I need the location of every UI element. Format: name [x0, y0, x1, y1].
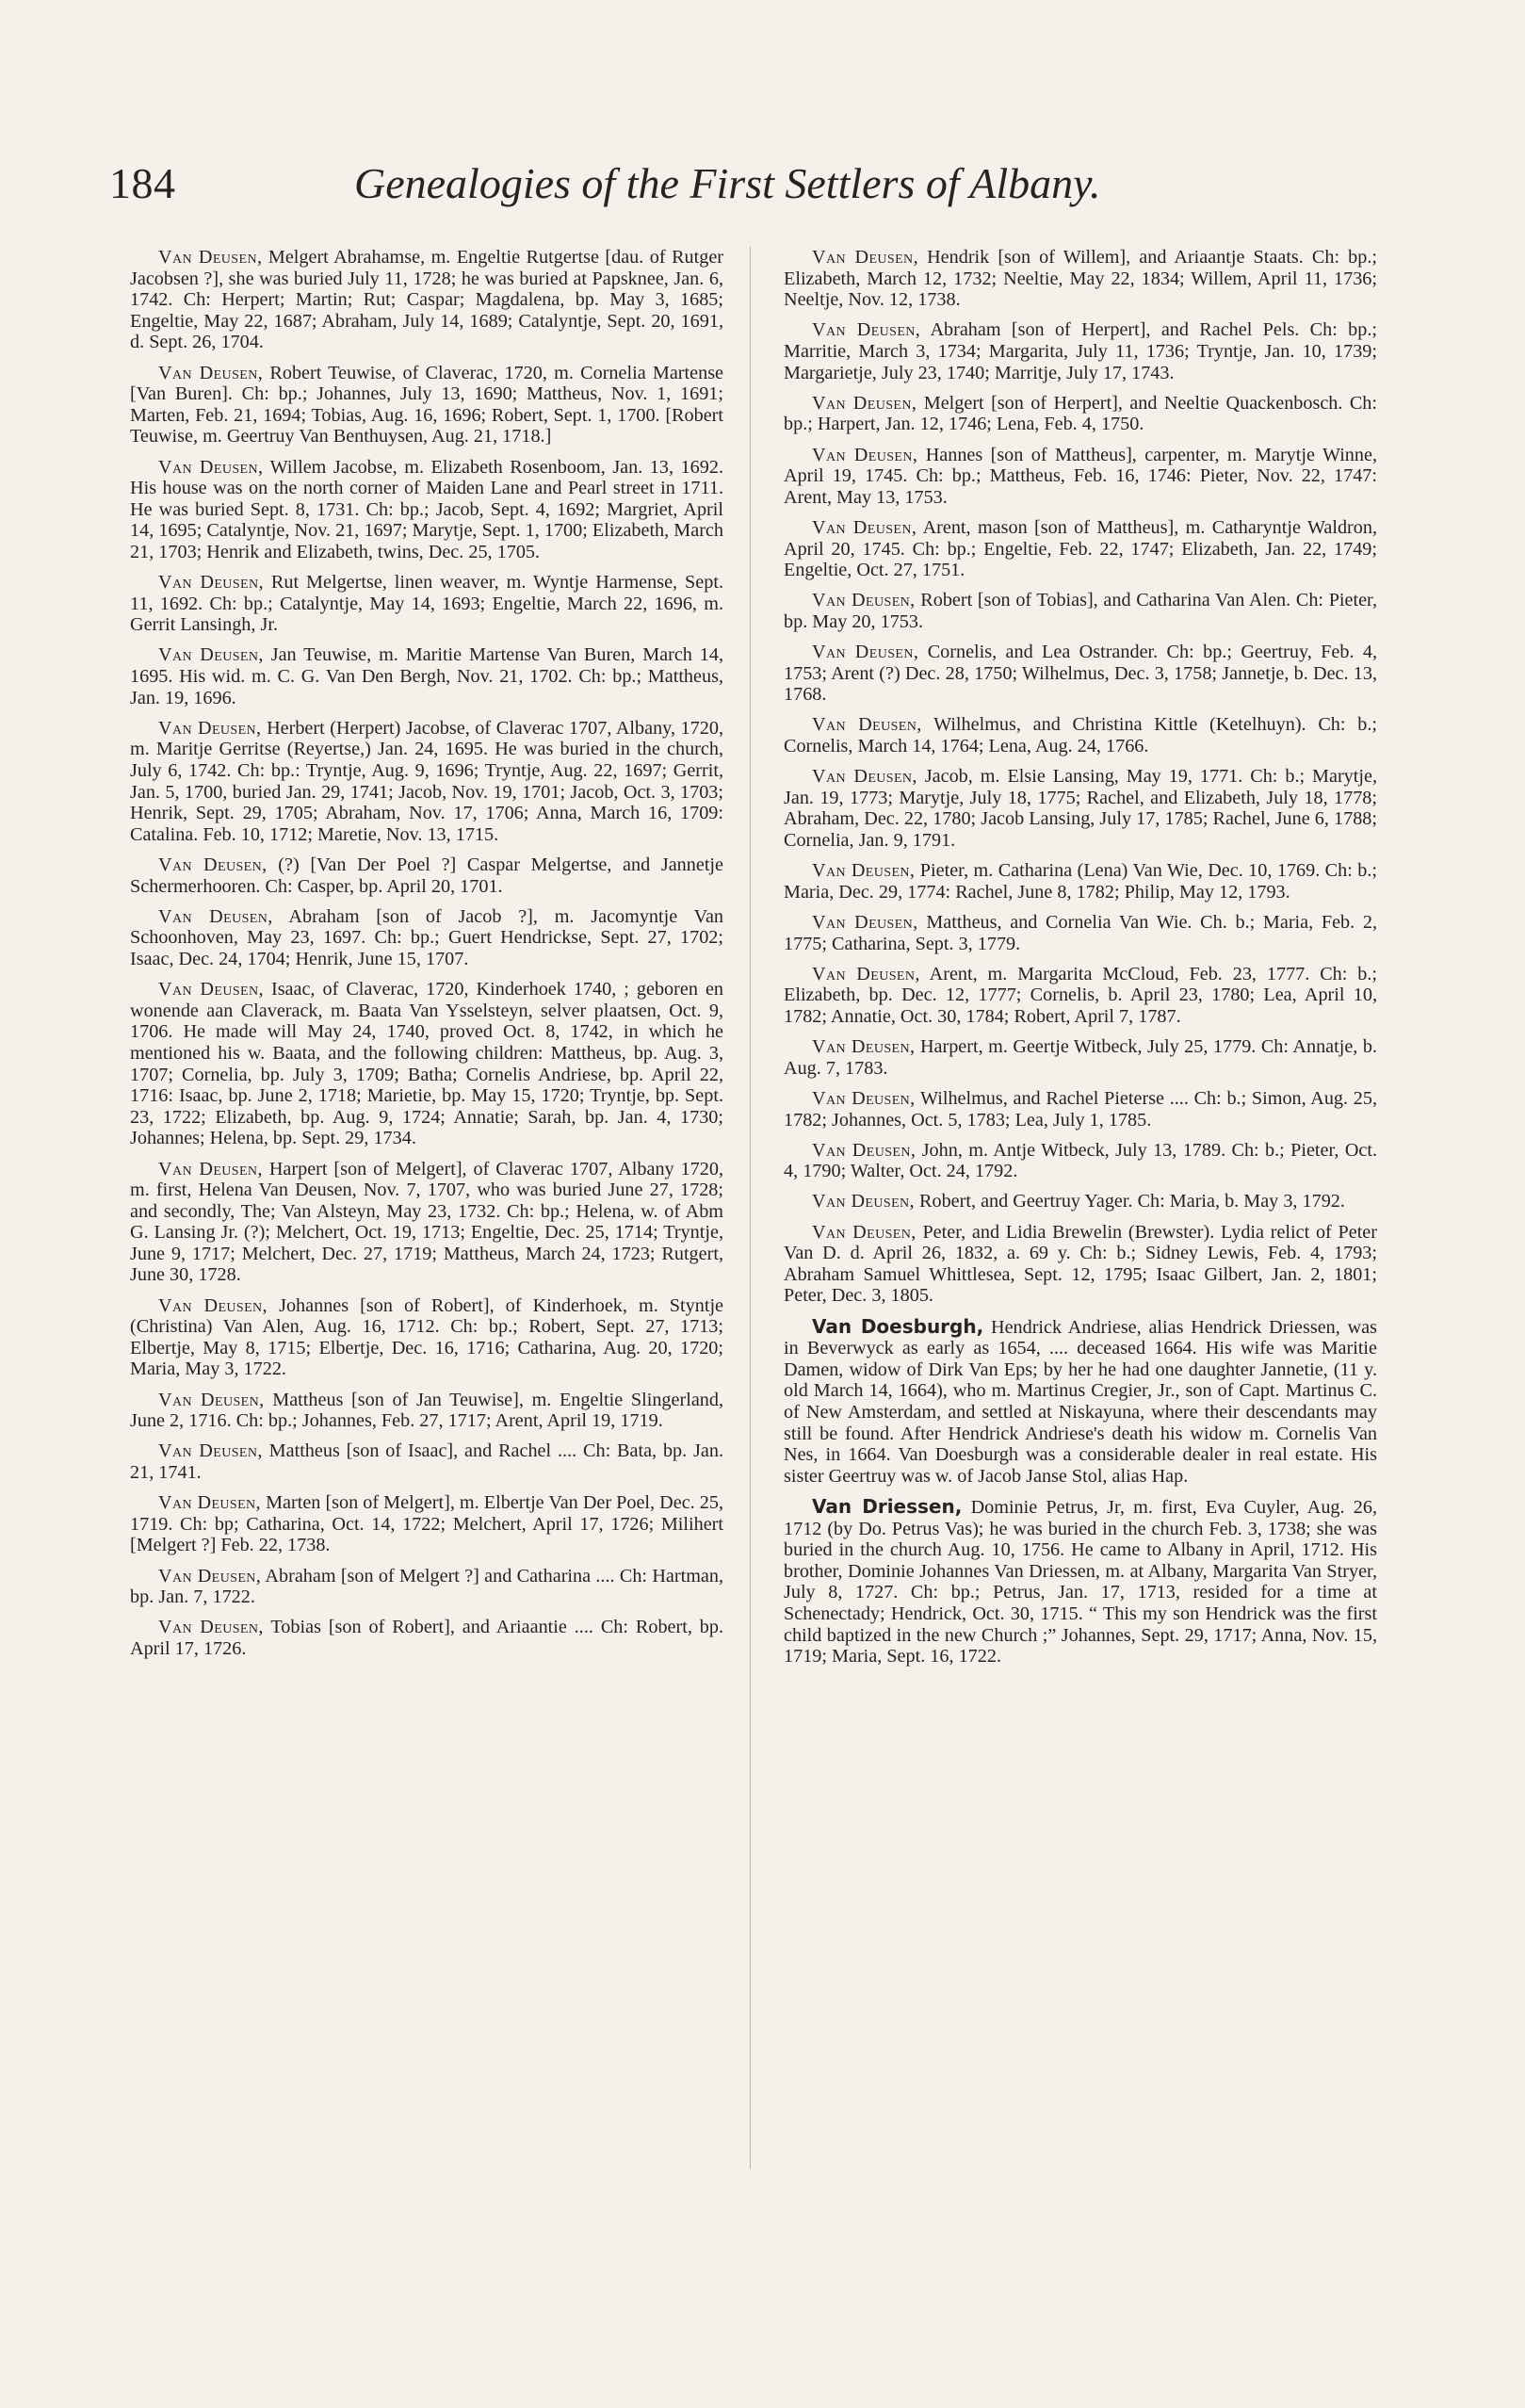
genealogy-entry [130, 1390, 723, 1432]
entry-text: Mattheus, and Cornelia Van Wie. Ch. b.; Maria, Feb. 2, 1775; Catharina, Sept. 3, 1779. [784, 911, 1378, 954]
genealogy-entry [130, 1617, 723, 1659]
entry-text: Tobias [son of Robert], and Ariaantie .... Ch: Robert, bp. April 17, 1726. [130, 1617, 724, 1659]
genealogy-entry [784, 393, 1377, 435]
entry-text: Abraham [son of Herpert], and Rachel Pels. Ch: bp.; Marritie, March 3, 1734; Margarita, July 11, 1736; Tryntje, Jan. 10, 1739; Margarietje, July 23, 1740; Marritje, July 17, 1743. [784, 319, 1377, 383]
entry-surname: Van Deusen, [812, 1139, 917, 1161]
entry-surname: Van Deusen, [812, 590, 916, 611]
entry-text: Hendrik [son of Willem], and Ariaantje Staats. Ch: bp.; Elizabeth, March 12, 1732; Neeltie, May 22, 1834; Willem, April 11, 1736; Neeltje, Nov. 12, 1738. [784, 247, 1377, 311]
entry-surname: Van Deusen, [158, 247, 263, 268]
entry-surname: Van Deusen, [812, 444, 918, 465]
entry-surname: Van Deusen, [158, 1617, 264, 1638]
entry-surname: Van Deusen, [812, 392, 917, 414]
entry-text: Arent, mason [son of Mattheus], m. Catharyntje Waldron, April 20, 1745. Ch: bp.; Engeltie, Feb. 22, 1747; Elizabeth, Jan. 22, 1749; Engeltie, Oct. 27, 1751. [784, 516, 1377, 581]
entry-surname: Van Deusen, [158, 1440, 263, 1462]
genealogy-entry [130, 1566, 723, 1608]
entry-text: Hendrick Andriese, alias Hendrick Driessen, was in Beverwyck as early as 1654, .... deceased 1664. His wife was Maritie Damen, widow of Dirk Van Eps; by her he had one daughter Jannetie, (11 y. old March 14, 1664), who m. Martinus Cregier, Jr., son of Capt. Martinus C. of New Amsterdam, and settled at Niskayuna, where their descendants may still be found. After Hendrick Andriese's death his widow m. Cornelis Van Nes, in 1664. Van Doesburgh was a considerable dealer in real estate. His sister Geertruy was w. of Jacob Janse Stol, alias Hap. [784, 1316, 1377, 1487]
entry-text: Johannes [son of Robert], of Kinderhoek, m. Styntje (Christina) Van Alen, Aug. 16, 1712. Ch: bp.; Robert, Sept. 27, 1713; Elbertje, May 8, 1715; Elbertje, Dec. 16, 1716; Catharina, Aug. 20, 1720; Maria, May 3, 1722. [130, 1294, 724, 1380]
genealogy-entry [784, 1036, 1377, 1079]
entry-surname: Van Deusen, [812, 1191, 915, 1212]
entry-text: Robert Teuwise, of Claverac, 1720, m. Cornelia Martense [Van Buren]. Ch: bp.; Johannes, July 13, 1690; Mattheus, Nov. 1, 1691; Marten, Feb. 21, 1694; Tobias, Aug. 16, 1696; Robert, Sept. 1, 1700. [Robert Teuwise, m. Geertruy Van Benthuysen, Aug. 21, 1718.] [130, 362, 724, 447]
genealogy-entry [784, 642, 1377, 706]
genealogy-entry [130, 572, 723, 636]
entry-text: Wilhelmus, and Rachel Pieterse .... Ch: b.; Simon, Aug. 25, 1782; Johannes, Oct. 5, 1783; Lea, July 1, 1785. [784, 1087, 1378, 1131]
genealogy-entry [130, 906, 723, 970]
running-title: Genealogies of the First Settlers of Albany. [354, 159, 1101, 207]
entry-text: Dominie Petrus, Jr, m. first, Eva Cuyler, Aug. 26, 1712 (by Do. Petrus Vas); he was buried in the church Feb. 3, 1738; she was buried in the church Aug. 10, 1756. He came to Albany in April, 1712. His brother, Dominie Johannes Van Driessen, m. at Albany, Margarita Van Stryer, July 8, 1727. Ch: bp.; Petrus, Jan. 17, 1713, resided for a time at Schenectady; Hendrick, Oct. 30, 1715. “ This my son Hendrick was the first child baptized in the new Church ;” Johannes, Sept. 29, 1717; Anna, Nov. 15, 1719; Maria, Sept. 16, 1722. [784, 1496, 1378, 1668]
genealogy-entry [784, 1140, 1377, 1182]
genealogy-entry [784, 1088, 1377, 1131]
entry-surname: Van Deusen, [812, 1087, 916, 1109]
entry-text: Wilhelmus, and Christina Kittle (Ketelhuyn). Ch: b.; Cornelis, March 14, 1764; Lena, Aug. 24, 1766. [784, 714, 1378, 757]
genealogy-entry [784, 517, 1377, 581]
entry-text: Harpert, m. Geertje Witbeck, July 25, 1779. Ch: Annatje, b. Aug. 7, 1783. [784, 1036, 1377, 1079]
entry-text: Pieter, m. Catharina (Lena) Van Wie, Dec. 10, 1769. Ch: b.; Maria, Dec. 29, 1774: Rachel, June 8, 1782; Philip, May 12, 1793. [784, 860, 1378, 903]
entry-text: John, m. Antje Witbeck, July 13, 1789. Ch: b.; Pieter, Oct. 4, 1790; Walter, Oct. 24, 1792. [784, 1139, 1378, 1182]
entry-surname: Van Deusen, [812, 319, 921, 341]
entry-text: Herbert (Herpert) Jacobse, of Claverac 1707, Albany, 1720, m. Maritje Gerritse (Reyertse,) Jan. 24, 1695. He was buried in the church, July 6, 1742. Ch: bp.: Tryntje, Aug. 9, 1696; Tryntje, Aug. 22, 1697; Gerrit, Jan. 5, 1700, buried Jan. 29, 1741; Jacob, Nov. 19, 1701; Jacob, Oct. 3, 1703; Henrik, Sept. 29, 1705; Abraham, Nov. 17, 1706; Anna, March 16, 1709: Catalina. Feb. 10, 1712; Maretie, Nov. 13, 1715. [130, 717, 723, 845]
entry-text: Peter, and Lidia Brewelin (Brewster). Lydia relict of Peter Van D. d. April 26, 1832, a. 69 y. Ch: b.; Sidney Lewis, Feb. 4, 1793; Abraham Samuel Whittlesea, Sept. 12, 1795; Isaac Gilbert, Jan. 2, 1801; Peter, Dec. 3, 1805. [784, 1221, 1377, 1307]
entry-text: Arent, m. Margarita McCloud, Feb. 23, 1777. Ch: b.; Elizabeth, bp. Dec. 12, 1777; Cornelis, b. April 23, 1780; Lea, April 10, 1782; Annatie, Oct. 30, 1784; Robert, April 7, 1787. [784, 963, 1378, 1027]
entry-surname: Van Deusen, [812, 911, 918, 933]
left-column [130, 247, 723, 1668]
genealogy-entry [784, 912, 1377, 954]
entry-surname: Van Deusen, [158, 572, 264, 594]
genealogy-entry [130, 247, 723, 353]
entry-surname: Van Deusen, [158, 1492, 262, 1514]
entry-text: Abraham [son of Jacob ?], m. Jacomyntje Van Schoonhoven, May 23, 1697. Ch: bp.; Guert Hendrickse, Sept. 27, 1702; Isaac, Dec. 24, 1704; Henrik, June 15, 1707. [130, 905, 724, 969]
genealogy-entry [784, 860, 1377, 903]
entry-text: Robert, and Geertruy Yager. Ch: Maria, b. May 3, 1792. [919, 1191, 1345, 1212]
right-column [784, 247, 1377, 1676]
entry-text: Cornelis, and Lea Ostrander. Ch: bp.; Geertruy, Feb. 4, 1753; Arent (?) Dec. 28, 1750; Wilhelmus, Dec. 3, 1758; Jannetje, b. Dec. 13, 1768. [784, 642, 1378, 706]
entry-surname: Van Deusen, [158, 644, 264, 666]
genealogy-entry [130, 1295, 723, 1380]
entry-text: Harpert [son of Melgert], of Claverac 1707, Albany 1720, m. first, Helena Van Deusen, Nov. 7, 1707, who was buried June 27, 1728; and secondly, The; Van Alsteyn, May 23, 1732. Ch: bp.; Helena, w. of Abm G. Lansing Jr. (?); Melchert, Oct. 19, 1713; Engeltie, Dec. 25, 1714; Tryntje, June 9, 1717; Melchert, Dec. 27, 1719; Mattheus, March 24, 1723; Rutgert, June 30, 1728. [130, 1158, 724, 1286]
entry-text: Melgert Abrahamse, m. Engeltie Rutgertse [dau. of Rutger Jacobsen ?], she was buried July 11, 1728; he was buried at Papsknee, Jan. 6, 1742. Ch: Herpert; Martin; Rut; Caspar; Magdalena, bp. May 3, 1685; Engeltie, May 22, 1687; Abraham, July 14, 1689; Catalyntje, Sept. 20, 1691, d. Sept. 26, 1704. [130, 247, 724, 353]
entry-text: Mattheus [son of Jan Teuwise], m. Engeltie Slingerland, June 2, 1716. Ch: bp.; Johannes, Feb. 27, 1717; Arent, April 19, 1719. [130, 1389, 724, 1432]
entry-text: Rut Melgertse, linen weaver, m. Wyntje Harmense, Sept. 11, 1692. Ch: bp.; Catalyntje, May 14, 1693; Engeltie, March 22, 1696, m. Gerrit Lansingh, Jr. [130, 572, 723, 636]
entry-surname: Van Driessen, [812, 1494, 963, 1518]
genealogy-entry [784, 247, 1377, 311]
column-divider [750, 247, 751, 2169]
entry-text: (?) [Van Der Poel ?] Caspar Melgertse, and Jannetje Schermerhooren. Ch: Casper, bp. April 20, 1701. [130, 854, 723, 897]
entry-text: Hannes [son of Mattheus], carpenter, m. Marytje Winne, April 19, 1745. Ch: bp.; Mattheus, Feb. 16, 1746: Pieter, Nov. 22, 1747: Arent, May 13, 1753. [784, 444, 1377, 508]
entry-surname: Van Deusen, [158, 905, 273, 927]
genealogy-entry [130, 363, 723, 447]
entry-text: Jan Teuwise, m. Maritie Martense Van Buren, March 14, 1695. His wid. m. C. G. Van Den Bergh, Nov. 21, 1702. Ch: bp.; Mattheus, Jan. 19, 1696. [130, 644, 724, 708]
entry-surname: Van Deusen, [812, 1036, 916, 1058]
genealogy-entry [130, 979, 723, 1149]
entry-text: Mattheus [son of Isaac], and Rachel .... Ch: Bata, bp. Jan. 21, 1741. [130, 1440, 724, 1483]
page-header [109, 155, 1155, 221]
genealogy-entry [784, 319, 1377, 383]
entry-surname: Van Deusen, [812, 714, 922, 736]
entry-surname: Van Deusen, [158, 979, 264, 1001]
genealogy-entry [784, 445, 1377, 509]
genealogy-entry [784, 1496, 1377, 1668]
entry-surname: Van Deusen, [158, 1565, 262, 1586]
genealogy-entry [784, 590, 1377, 632]
genealogy-entry [130, 1492, 723, 1556]
entry-text: Robert [son of Tobias], and Catharina Van Alen. Ch: Pieter, bp. May 20, 1753. [784, 590, 1378, 632]
entry-surname: Van Deusen, [812, 247, 919, 268]
entry-text: Jacob, m. Elsie Lansing, May 19, 1771. Ch: b.; Marytje, Jan. 19, 1773; Marytje, July 18, 1775; Rachel, and Elizabeth, July 18, 1778; Abraham, Dec. 22, 1780; Jacob Lansing, July 17, 1785; Rachel, June 6, 1788; Cornelia, Jan. 9, 1791. [784, 766, 1377, 851]
entry-surname: Van Deusen, [158, 854, 268, 875]
entry-surname: Van Deusen, [158, 1389, 265, 1410]
entry-text: Willem Jacobse, m. Elizabeth Rosenboom, Jan. 13, 1692. His house was on the north corner of Maiden Lane and Pearl street in 1711. He was buried Sept. 8, 1731. Ch: bp.; Jacob, Sept. 4, 1692; Margriet, April 14, 1695; Catalyntje, Nov. 21, 1697; Marytje, Sept. 1, 1700; Elizabeth, March 21, 1703; Henrik and Elizabeth, twins, Dec. 25, 1705. [130, 456, 723, 562]
entry-surname: Van Deusen, [158, 362, 264, 383]
entry-text: Abraham [son of Melgert ?] and Catharina .... Ch: Hartman, bp. Jan. 7, 1722. [130, 1565, 723, 1608]
genealogy-entry [130, 457, 723, 563]
genealogy-entry [130, 1159, 723, 1287]
page-number: 184 [109, 159, 176, 207]
genealogy-entry [784, 766, 1377, 851]
genealogy-entry [784, 1316, 1377, 1488]
entry-surname: Van Deusen, [812, 642, 919, 663]
genealogy-entry [130, 854, 723, 897]
genealogy-entry [130, 1440, 723, 1483]
entry-surname: Van Deusen, [158, 456, 264, 478]
entry-surname: Van Deusen, [812, 860, 916, 882]
genealogy-entry [784, 1222, 1377, 1307]
entry-surname: Van Deusen, [158, 1158, 263, 1180]
entry-text: Marten [son of Melgert], m. Elbertje Van Der Poel, Dec. 25, 1719. Ch: bp; Catharina, Oct. 14, 1722; Melchert, April 17, 1726; Milihert [Melgert ?] Feb. 22, 1738. [130, 1492, 724, 1556]
entry-surname: Van Deusen, [158, 717, 262, 739]
entry-text: Isaac, of Claverac, 1720, Kinderhoek 1740, ; geboren en wonende aan Claverack, m. Baata Van Ysselsteyn, selver plaatsen, Oct. 9, 1706. He made will May 24, 1740, proved Oct. 8, 1742, in which he mentioned his w. Baata, and the following children: Mattheus, bp. Aug. 3, 1707; Cornelia, bp. July 3, 1709; Batha; Cornelis Andriese, bp. April 22, 1716: Isaac, bp. June 2, 1718; Marietie, bp. May 15, 1720; Tryntje, bp. Sept. 23, 1722; Elizabeth, bp. Aug. 9, 1724; Annatie; Sarah, bp. Jan. 4, 1730; Johannes; Helena, bp. Sept. 29, 1734. [130, 979, 723, 1149]
entry-surname: Van Deusen, [158, 1294, 268, 1316]
entry-surname: Van Deusen, [812, 963, 920, 984]
genealogy-entry [784, 1191, 1377, 1212]
entry-text: Melgert [son of Herpert], and Neeltie Quackenbosch. Ch: bp.; Harpert, Jan. 12, 1746; Lena, Feb. 4, 1750. [784, 392, 1378, 435]
genealogy-entry [130, 644, 723, 708]
genealogy-entry [784, 714, 1377, 757]
entry-surname: Van Doesburgh, [812, 1314, 984, 1338]
entry-surname: Van Deusen, [812, 516, 917, 538]
entry-surname: Van Deusen, [812, 766, 917, 788]
entry-surname: Van Deusen, [812, 1221, 917, 1243]
genealogy-entry [784, 964, 1377, 1028]
genealogy-entry [130, 718, 723, 846]
